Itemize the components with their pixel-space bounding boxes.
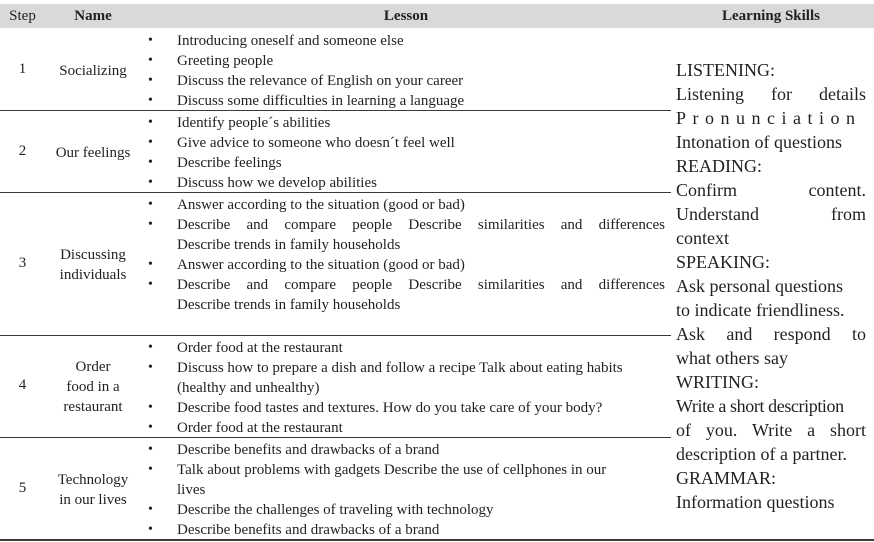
step-number: 1 [18,61,27,77]
skill-line: Ask personal questions [676,276,843,296]
skill-line: Ask and respond to [676,324,866,344]
lesson-name-line: Technology [57,472,129,488]
skill-line: Information questions [676,492,835,512]
header-name: Name [74,8,112,24]
lesson-name [45,470,141,510]
skill-line: Write a short description [676,396,844,416]
lesson-name [45,143,141,163]
row-divider [0,335,671,336]
lesson-name-line: in our lives [59,492,127,508]
header-lesson: Lesson [383,8,429,24]
skill-line: Pronunciation [676,108,862,128]
skill-line: context [676,228,729,248]
skill-line: READING: [676,156,762,176]
header-learning-skills: Learning Skills [722,8,820,24]
skill-line: what others say [676,348,788,368]
header-step: Step [9,8,36,24]
skill-line: Intonation of questions [676,132,842,152]
lesson-name [45,357,141,417]
step-number: 5 [18,480,27,496]
skill-line: GRAMMAR: [676,468,777,488]
skill-line: Understand from [676,204,866,224]
skill-line: WRITING: [676,372,759,392]
lesson-name-line: individuals [59,267,127,283]
table-header [0,4,874,28]
step-number: 4 [18,377,27,393]
lesson-name [45,245,141,285]
skill-line: LISTENING: [676,60,775,80]
lesson-name [45,61,141,81]
lesson-name-line: food in a [66,379,120,395]
step-number: 3 [18,255,27,271]
skill-line: to indicate friendliness. [676,300,845,320]
skill-line: of you. Write a short [676,420,866,440]
lesson-name-line: restaurant [63,399,123,415]
skill-line: description of a partner. [676,444,847,464]
lesson-name-line: Order [75,359,111,375]
skill-line: SPEAKING: [676,252,771,272]
lesson-name-line: Our feelings [55,145,131,161]
skill-line: Listening for details [676,84,866,104]
lesson-name-line: Socializing [59,63,127,79]
lesson-name-line: Discussing [60,247,126,263]
skill-line: Confirm content. [676,180,866,200]
step-number: 2 [18,143,27,159]
lesson-plan-table: Step Name Lesson Learning Skills 1 2 3 4 5 Socializing Our feelings Discussing individuals Order food in a restaurant Technology in our lives Introducing oneself and someone else Greeting people Discuss the relevance of English on your career Discuss some difficulties in learning a language Identify people´s abilities Give advice to someone who doesn´t feel well Describe feelings Discuss how we develop abilities Answer according to the situation (good or bad) Describe and compare people Describe similarities and differences Describe trends in family households Answer according to the situation (good or bad) Describe and compare people Describe similarities and differences Describe trends in family households Order food at the restaurant Discuss how to prepare a dish and follow a recipe Talk about eating habits (healthy and unhealthy) Describe food tastes and textures. How do you take care of your body? Order food at the restaurant Describe benefits and drawbacks of a brand Talk about problems with gadgets Describe the use of cellphones in our lives Describe the challenges of traveling with technology Describe benefits and drawbacks of a brand LISTENING: Listening for details Pronunciation Intonation of questions READING: Confirm content. Understand from context SPEAKING: Ask personal questions to indicate friendliness. Ask and respond to what others say WRITING: Write a short description of you. Write a short description of a partner. GRAMMAR: Information questions [0,0,874,542]
